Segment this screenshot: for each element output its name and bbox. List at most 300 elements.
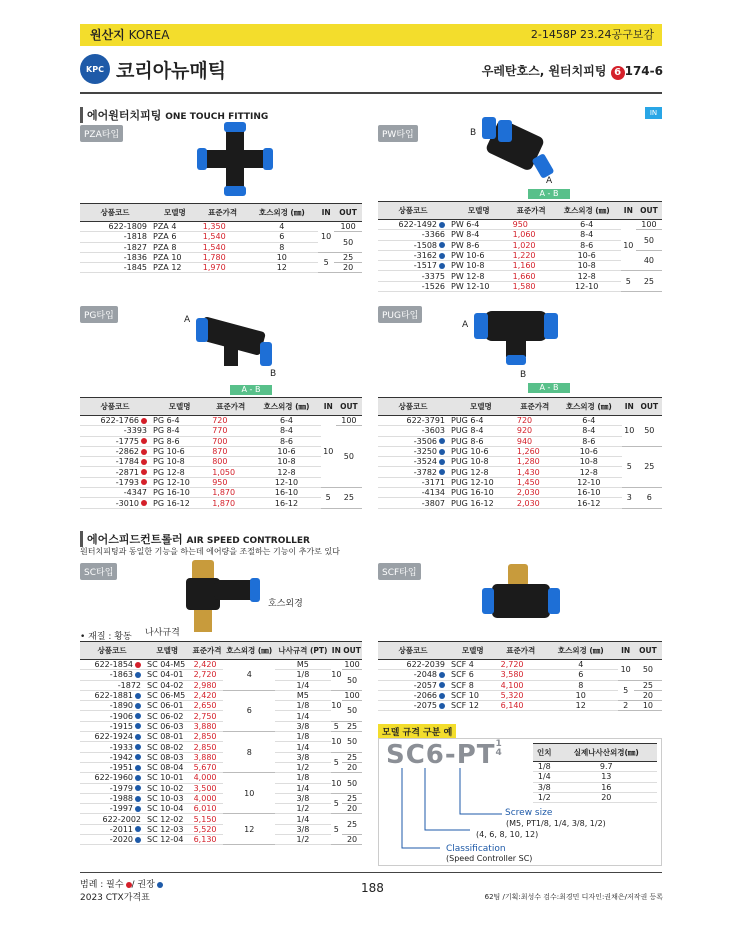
table-cell: 4 bbox=[223, 660, 275, 691]
table-cell: 5 bbox=[621, 271, 636, 292]
table-cell: PZA 12 bbox=[150, 263, 200, 273]
table-cell: -3171 bbox=[378, 477, 448, 487]
required-dot-icon bbox=[141, 449, 147, 455]
table-cell: 100 bbox=[636, 220, 662, 230]
table-row bbox=[378, 261, 662, 271]
required-dot-icon bbox=[141, 418, 147, 424]
table-cell: 622-2002 bbox=[80, 814, 144, 824]
table-row bbox=[378, 230, 662, 240]
table-cell: 8 bbox=[223, 732, 275, 773]
table-cell: 8 bbox=[544, 680, 618, 690]
table-cell: 3/8 bbox=[275, 824, 330, 834]
table-cell: -2048 bbox=[378, 670, 448, 680]
table-cell: -3393 bbox=[80, 426, 150, 436]
table-cell: SC 10-04 bbox=[144, 804, 191, 814]
table-cell: 1,350 bbox=[200, 222, 246, 232]
table-cell: PW 12-8 bbox=[448, 271, 510, 281]
table-cell: SCF 6 bbox=[448, 670, 498, 680]
table-cell: 1,870 bbox=[209, 488, 252, 498]
table-cell: 25 bbox=[637, 446, 662, 487]
table-cell: 622-1881 bbox=[80, 690, 144, 700]
table-cell: 5,320 bbox=[498, 690, 544, 700]
pza-table: 상품코드 모델명 표준가격 호스외경 (㎜) IN OUT 622-1809 PZA 4 1,350 4 10 100 -1818 PZA 6 1,540 6 50 -1827 PZA 8 1,540 8 -1836 PZA 10 1,780 10 5 25 -1845 PZA 12 1,970 12 20 bbox=[80, 203, 362, 273]
table-cell: 8-6 bbox=[556, 436, 622, 446]
table-cell: 50 bbox=[342, 670, 362, 691]
classification-desc: (Speed Controller SC) bbox=[446, 854, 533, 863]
recommended-dot-icon bbox=[439, 682, 445, 688]
table-cell: 1/8 bbox=[275, 732, 330, 742]
table-cell: 622-2039 bbox=[378, 660, 448, 670]
table-cell: SCF 4 bbox=[448, 660, 498, 670]
table-cell: 20 bbox=[342, 835, 362, 845]
thread-size-table: 인치 실제나사산외경(㎜) 1/8 9.7 1/4 13 3/8 16 1/2 20 bbox=[533, 743, 657, 803]
table-cell: 10 bbox=[331, 690, 343, 721]
recommended-dot-icon bbox=[439, 469, 445, 475]
table-row bbox=[80, 426, 362, 436]
table-cell: 6,140 bbox=[498, 701, 544, 711]
table-row bbox=[533, 772, 657, 782]
sc-table: 상품코드 모델명 표준가격 호스외경 (㎜) 나사규격 (PT) IN OUT 622-1854 SC 04-M5 2,420 4 M5 10 100 -1863 SC 04-01 2,720 1/8 50 -1872 SC 04-02 2,980 1/4 622-1881 SC 06-M5 2,420 6 M5 10 100 -1890 SC 06-01 2,650 1/8 50 -1906 SC 06-02 2,750 1/4 -1915 SC 06-03 3,880 3/8 5 25 622-1924 SC 08-01 2,850 8 1/8 10 50 -1933 SC 08-02 2,850 1/4 -1942 SC 08-03 3,880 3/8 5 25 -1951 SC 08-04 5,670 1/2 20 622-1960 SC 10-01 4,000 10 1/8 10 50 -1979 SC 10-02 3,500 1/4 -1988 SC 10-03 4,000 3/8 5 25 -1997 SC 10-04 6,010 1/2 20 622-2002 SC 12-02 5,150 12 1/4 5 25 -2011 SC 12-03 5,520 3/8 -2020 SC 12-04 6,130 1/2 20 bbox=[80, 641, 362, 845]
recommended-dot-icon bbox=[135, 744, 141, 750]
table-row bbox=[80, 701, 362, 711]
table-row bbox=[378, 680, 662, 690]
table-cell: 20 bbox=[342, 804, 362, 814]
table-row bbox=[80, 783, 362, 793]
catalog-name: 2023 CTX가격표 bbox=[80, 893, 150, 903]
table-cell: SCF 10 bbox=[448, 690, 498, 700]
table-cell: 1/4 bbox=[275, 711, 330, 721]
table-cell: PW 10-8 bbox=[448, 261, 510, 271]
table-cell: -3162 bbox=[378, 250, 448, 260]
table-cell: PW 12-10 bbox=[448, 281, 510, 291]
table-cell: 20 bbox=[634, 690, 662, 700]
table-cell: 2,030 bbox=[514, 488, 556, 498]
table-row bbox=[80, 793, 362, 803]
svg-text:A: A bbox=[546, 176, 553, 185]
table-cell: 12-10 bbox=[553, 281, 621, 291]
table-cell: 20 bbox=[334, 263, 362, 273]
table-cell: -2066 bbox=[378, 690, 448, 700]
recommended-dot-icon bbox=[439, 449, 445, 455]
table-cell: 2,720 bbox=[498, 660, 544, 670]
table-row bbox=[80, 488, 362, 498]
table-row bbox=[80, 477, 362, 487]
table-cell: 622-1766 bbox=[80, 416, 150, 426]
table-cell: 770 bbox=[209, 426, 252, 436]
table-cell: 6-4 bbox=[252, 416, 320, 426]
table-cell: 4,000 bbox=[191, 793, 224, 803]
required-dot-icon bbox=[141, 459, 147, 465]
table-cell: 10-8 bbox=[556, 457, 622, 467]
table-cell: 5 bbox=[321, 488, 336, 509]
tag-pug: PUG타입 bbox=[378, 306, 422, 323]
table-cell: 2,420 bbox=[191, 660, 224, 670]
screw-size-label: Screw size bbox=[505, 808, 553, 818]
table-cell: 8-6 bbox=[252, 436, 320, 446]
table-cell: 10-6 bbox=[556, 446, 622, 456]
table-cell: 12-8 bbox=[553, 271, 621, 281]
table-cell: 16-10 bbox=[556, 488, 622, 498]
table-cell: SC 06-02 bbox=[144, 711, 191, 721]
table-cell: 10 bbox=[621, 220, 636, 271]
table-cell: 3/8 bbox=[275, 752, 330, 762]
table-cell: 25 bbox=[634, 680, 662, 690]
table-row bbox=[80, 814, 362, 824]
table-cell: 25 bbox=[342, 814, 362, 835]
sc-controller-image bbox=[170, 558, 270, 648]
table-cell: 3/8 bbox=[275, 721, 330, 731]
table-cell: SC 08-03 bbox=[144, 752, 191, 762]
table-row bbox=[378, 477, 662, 487]
table-cell: 8-6 bbox=[553, 240, 621, 250]
table-cell: 50 bbox=[336, 426, 362, 488]
pg-fitting-image bbox=[182, 310, 282, 380]
table-cell: 1,020 bbox=[510, 240, 553, 250]
recommended-dot-icon bbox=[135, 672, 141, 678]
recommended-dot-icon bbox=[135, 806, 141, 812]
table-cell: -3250 bbox=[378, 446, 448, 456]
table-cell: -1517 bbox=[378, 261, 448, 271]
recommended-dot-icon bbox=[439, 703, 445, 709]
table-cell: PUG 16-12 bbox=[448, 498, 514, 508]
table-cell: 6 bbox=[246, 232, 319, 242]
tag-pg: PG타입 bbox=[80, 306, 118, 323]
table-cell: PZA 10 bbox=[150, 252, 200, 262]
table-cell: 1/8 bbox=[275, 773, 330, 783]
table-cell: 5 bbox=[331, 752, 343, 773]
table-cell: 3,880 bbox=[191, 721, 224, 731]
table-cell: 4 bbox=[544, 660, 618, 670]
table-row bbox=[378, 426, 662, 436]
table-cell: PG 6-4 bbox=[150, 416, 209, 426]
table-cell: 6-4 bbox=[556, 416, 622, 426]
table-cell: 3,580 bbox=[498, 670, 544, 680]
table-row bbox=[533, 762, 657, 772]
table-cell: 100 bbox=[336, 416, 362, 426]
table-row bbox=[378, 457, 662, 467]
table-cell: -1872 bbox=[80, 680, 144, 690]
table-row bbox=[378, 467, 662, 477]
table-cell: 4,000 bbox=[191, 773, 224, 783]
recommended-dot-icon bbox=[135, 837, 141, 843]
legend: 범례 : 필수 / 권장 bbox=[80, 877, 163, 890]
table-cell: -3366 bbox=[378, 230, 448, 240]
screw-size-values: (M5, PT1/8, 1/4, 3/8, 1/2) bbox=[506, 819, 606, 828]
table-cell: PZA 6 bbox=[150, 232, 200, 242]
table-cell: 2 bbox=[618, 701, 634, 711]
table-cell: -3375 bbox=[378, 271, 448, 281]
table-row bbox=[378, 660, 662, 670]
table-cell: 12-10 bbox=[252, 477, 320, 487]
table-cell: 720 bbox=[514, 416, 556, 426]
table-cell: PUG 12-10 bbox=[448, 477, 514, 487]
table-cell: SC 10-02 bbox=[144, 783, 191, 793]
table-cell: -1863 bbox=[80, 670, 144, 680]
table-cell: 12-8 bbox=[252, 467, 320, 477]
table-cell: 100 bbox=[342, 660, 362, 670]
table-cell: 1,430 bbox=[514, 467, 556, 477]
table-cell: 25 bbox=[336, 488, 362, 509]
table-cell: 25 bbox=[342, 793, 362, 803]
table-cell: 920 bbox=[514, 426, 556, 436]
table-cell: 622-3791 bbox=[378, 416, 448, 426]
table-cell: 6 bbox=[544, 670, 618, 680]
table-cell: 10 bbox=[331, 732, 343, 753]
ab-label: A - B bbox=[528, 383, 570, 393]
table-cell: 1,580 bbox=[510, 281, 553, 291]
table-cell: 12 bbox=[223, 814, 275, 845]
table-cell: 1,260 bbox=[514, 446, 556, 456]
table-cell: -4134 bbox=[378, 488, 448, 498]
table-cell: PUG 10-8 bbox=[448, 457, 514, 467]
recommended-dot-icon bbox=[439, 263, 445, 269]
table-row bbox=[80, 711, 362, 721]
table-cell: -3603 bbox=[378, 426, 448, 436]
table-cell: -1775 bbox=[80, 436, 150, 446]
table-cell: 1/4 bbox=[275, 814, 330, 824]
table-cell: 12 bbox=[544, 701, 618, 711]
table-cell: 8-4 bbox=[252, 426, 320, 436]
table-cell: 10 bbox=[331, 773, 343, 794]
recommended-dot-icon bbox=[439, 242, 445, 248]
table-cell: 1,450 bbox=[514, 477, 556, 487]
table-cell: 10 bbox=[618, 660, 634, 681]
table-cell: 25 bbox=[636, 271, 662, 292]
table-cell: PUG 16-10 bbox=[448, 488, 514, 498]
table-cell: M5 bbox=[275, 660, 330, 670]
table-cell: 700 bbox=[209, 436, 252, 446]
table-row bbox=[80, 721, 362, 731]
table-cell: SCF 8 bbox=[448, 680, 498, 690]
recommended-dot-icon bbox=[439, 672, 445, 678]
table-row bbox=[80, 835, 362, 845]
pg-table: 상품코드 모델명 표준가격 호스외경 (㎜) IN OUT 622-1766 PG 6-4 720 6-4 10 100 -3393 PG 8-4 770 8-4 50 -1775 PG 8-6 700 8-6 -2862 PG 10-6 870 10-6 -1784 PG 10-8 800 10-8 -2871 PG 12-8 1,050 12-8 -1793 PG 12-10 950 12-10 -4347 PG 16-10 1,870 16-10 5 25 -3010 PG 16-12 1,870 16-12 bbox=[80, 397, 362, 509]
table-cell: 2,980 bbox=[191, 680, 224, 690]
table-cell: M5 bbox=[275, 690, 330, 700]
recommended-dot-icon bbox=[135, 826, 141, 832]
table-cell: 12-8 bbox=[556, 467, 622, 477]
table-row bbox=[80, 498, 362, 508]
table-cell: 16-12 bbox=[252, 498, 320, 508]
table-cell: 10 bbox=[223, 773, 275, 814]
table-cell: 10-6 bbox=[553, 250, 621, 260]
table-cell: SC 04-01 bbox=[144, 670, 191, 680]
table-cell: 1,780 bbox=[200, 252, 246, 262]
table-cell: PG 8-4 bbox=[150, 426, 209, 436]
table-cell: 10 bbox=[331, 660, 343, 691]
catalog-ref: 2-1458P 23.24공구보감 bbox=[530, 28, 654, 41]
table-cell: SC 08-04 bbox=[144, 762, 191, 772]
brand: KPC 코리아뉴매틱 bbox=[80, 54, 226, 84]
table-cell: 10-8 bbox=[553, 261, 621, 271]
table-cell: PZA 8 bbox=[150, 242, 200, 252]
pug-fitting-image bbox=[460, 305, 570, 380]
table-cell: 1,160 bbox=[510, 261, 553, 271]
table-cell: PG 16-12 bbox=[150, 498, 209, 508]
table-cell: 1/2 bbox=[533, 792, 556, 802]
in-badge: IN bbox=[645, 107, 662, 119]
table-cell: 25 bbox=[334, 252, 362, 262]
table-cell: 8-4 bbox=[553, 230, 621, 240]
table-cell: 3,500 bbox=[191, 783, 224, 793]
table-cell: -1827 bbox=[80, 242, 150, 252]
table-cell: PG 10-8 bbox=[150, 457, 209, 467]
material-label: • 재질 : 황동 bbox=[80, 632, 132, 642]
table-cell: 20 bbox=[342, 762, 362, 772]
table-cell: -1951 bbox=[80, 762, 144, 772]
recommended-dot-icon bbox=[439, 438, 445, 444]
model-guide-title: 모델 규격 구분 예 bbox=[378, 724, 456, 739]
thread-label: 나사규격 bbox=[145, 628, 180, 638]
recommended-dot-icon bbox=[439, 693, 445, 699]
svg-text:A: A bbox=[184, 315, 191, 325]
required-dot-icon bbox=[135, 662, 141, 668]
table-cell: 940 bbox=[514, 436, 556, 446]
table-cell: -2862 bbox=[80, 446, 150, 456]
recommended-dot-icon bbox=[439, 253, 445, 259]
credits: 62팀 /기획:최성수 검수:최경민 디자인:권채은/저작권 등록 bbox=[484, 893, 663, 901]
scf-table: 상품코드 모델명 표준가격 호스외경 (㎜) IN OUT 622-2039 SCF 4 2,720 4 10 50 -2048 SCF 6 3,580 6 -2057 SCF 8 4,100 8 5 25 -2066 SCF 10 5,320 10 20 -2075 SCF 12 6,140 12 2 10 bbox=[378, 641, 662, 711]
recommended-dot-icon bbox=[135, 754, 141, 760]
table-cell: PUG 10-6 bbox=[448, 446, 514, 456]
svg-text:B: B bbox=[270, 369, 277, 379]
table-cell: 622-1924 bbox=[80, 732, 144, 742]
table-cell: 50 bbox=[334, 232, 362, 253]
recommended-dot-icon bbox=[135, 796, 141, 802]
recommended-dot-icon bbox=[135, 734, 141, 740]
hose-sizes: (4, 6, 8, 10, 12) bbox=[476, 830, 539, 839]
recommended-dot-icon bbox=[135, 775, 141, 781]
table-cell: 1,280 bbox=[514, 457, 556, 467]
table-cell: SC 06-M5 bbox=[144, 690, 191, 700]
table-cell: 4,100 bbox=[498, 680, 544, 690]
table-row bbox=[80, 436, 362, 446]
recommended-dot-icon bbox=[135, 713, 141, 719]
section-title-speed: 에어스피드컨트롤러 AIR SPEED CONTROLLER bbox=[80, 531, 310, 547]
table-cell: 1/2 bbox=[275, 804, 330, 814]
table-cell: 3 bbox=[622, 488, 637, 509]
table-cell: 1/2 bbox=[275, 835, 330, 845]
table-cell: 1/4 bbox=[533, 772, 556, 782]
table-cell: -3782 bbox=[378, 467, 448, 477]
table-cell: 622-1809 bbox=[80, 222, 150, 232]
table-cell: 2,720 bbox=[191, 670, 224, 680]
table-cell: SCF 12 bbox=[448, 701, 498, 711]
table-cell: 5 bbox=[618, 680, 634, 701]
table-cell: 50 bbox=[342, 701, 362, 722]
table-cell: -1845 bbox=[80, 263, 150, 273]
table-cell: -2075 bbox=[378, 701, 448, 711]
table-row bbox=[80, 446, 362, 456]
table-row bbox=[80, 742, 362, 752]
table-row bbox=[80, 824, 362, 834]
table-cell: 50 bbox=[634, 660, 662, 681]
required-dot-icon bbox=[141, 469, 147, 475]
table-cell: 1/8 bbox=[533, 762, 556, 772]
table-cell: -1942 bbox=[80, 752, 144, 762]
table-cell: 6 bbox=[223, 690, 275, 731]
table-cell: PG 12-8 bbox=[150, 467, 209, 477]
table-cell: SC 08-02 bbox=[144, 742, 191, 752]
table-cell: 1/8 bbox=[275, 670, 330, 680]
table-cell: -3010 bbox=[80, 498, 150, 508]
tag-pw: PW타입 bbox=[378, 125, 418, 142]
table-cell: 720 bbox=[209, 416, 252, 426]
table-row bbox=[80, 804, 362, 814]
table-cell: 6-4 bbox=[553, 220, 621, 230]
table-row bbox=[80, 222, 362, 232]
table-cell: 10 bbox=[634, 701, 662, 711]
table-cell: 5,670 bbox=[191, 762, 224, 772]
table-cell: -2011 bbox=[80, 824, 144, 834]
ab-label: A - B bbox=[528, 189, 570, 199]
table-cell: PW 6-4 bbox=[448, 220, 510, 230]
table-cell: -1906 bbox=[80, 711, 144, 721]
table-cell: PG 12-10 bbox=[150, 477, 209, 487]
table-cell: 622-1960 bbox=[80, 773, 144, 783]
table-cell: 2,850 bbox=[191, 742, 224, 752]
table-cell: 2,850 bbox=[191, 732, 224, 742]
table-cell: 1,540 bbox=[200, 242, 246, 252]
table-cell: 10 bbox=[622, 416, 637, 447]
table-cell: -1915 bbox=[80, 721, 144, 731]
table-cell: -1988 bbox=[80, 793, 144, 803]
table-cell: 20 bbox=[556, 792, 657, 802]
table-cell: SC 10-03 bbox=[144, 793, 191, 803]
table-row bbox=[378, 240, 662, 250]
table-cell: PW 8-4 bbox=[448, 230, 510, 240]
table-cell: -1979 bbox=[80, 783, 144, 793]
table-row bbox=[378, 416, 662, 426]
table-cell: -3807 bbox=[378, 498, 448, 508]
table-cell: -2057 bbox=[378, 680, 448, 690]
table-cell: 50 bbox=[342, 773, 362, 794]
table-cell: 100 bbox=[342, 690, 362, 700]
table-cell: PW 10-6 bbox=[448, 250, 510, 260]
table-cell: -1997 bbox=[80, 804, 144, 814]
table-cell: 13 bbox=[556, 772, 657, 782]
page-number: 188 bbox=[361, 881, 384, 895]
table-row bbox=[80, 457, 362, 467]
table-cell: -1818 bbox=[80, 232, 150, 242]
table-cell: -4347 bbox=[80, 488, 150, 498]
table-cell: -3524 bbox=[378, 457, 448, 467]
table-cell: 950 bbox=[510, 220, 553, 230]
pza-fitting-image bbox=[195, 122, 275, 197]
ab-label: A - B bbox=[230, 385, 272, 395]
required-dot-icon bbox=[141, 500, 147, 506]
table-cell: 16 bbox=[556, 782, 657, 792]
category: 우레탄호스, 원터치피팅 6 174-6 bbox=[481, 64, 663, 78]
table-cell: 2,030 bbox=[514, 498, 556, 508]
table-row bbox=[378, 220, 662, 230]
table-cell: 3,880 bbox=[191, 752, 224, 762]
pug-table: 상품코드 모델명 표준가격 호스외경 (㎜) IN OUT 622-3791 PUG 6-4 720 6-4 10 50 -3603 PUG 8-4 920 8-4 -3506 PUG 8-6 940 8-6 -3250 PUG 10-6 1,260 10-6 5 25 -3524 PUG 10-8 1,280 10-8 -3782 PUG 12-8 1,430 12-8 -3171 PUG 12-10 1,450 12-10 -4134 PUG 16-10 2,030 16-10 3 6 -3807 PUG 16-12 2,030 16-12 bbox=[378, 397, 662, 509]
table-row bbox=[80, 416, 362, 426]
table-cell: 5 bbox=[331, 793, 343, 814]
table-cell: 622-1492 bbox=[378, 220, 448, 230]
table-cell: 6,010 bbox=[191, 804, 224, 814]
model-code: SC6-PT1 4 bbox=[386, 739, 503, 770]
table-cell: -2871 bbox=[80, 467, 150, 477]
svg-text:B: B bbox=[470, 128, 477, 138]
table-cell: 1/4 bbox=[275, 783, 330, 793]
hose-label: 호스외경 bbox=[268, 599, 303, 609]
table-cell: 100 bbox=[334, 222, 362, 232]
table-cell: -1836 bbox=[80, 252, 150, 262]
table-cell: 2,420 bbox=[191, 690, 224, 700]
table-cell: 6,130 bbox=[191, 835, 224, 845]
